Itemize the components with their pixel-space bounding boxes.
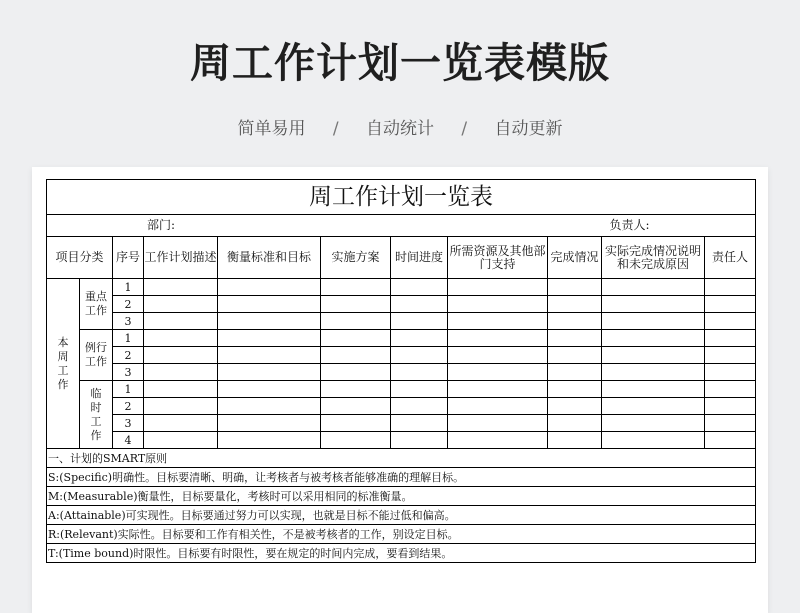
- spreadsheet-preview: [32, 167, 768, 613]
- row-index: 3: [113, 415, 144, 432]
- notes-heading: 一、计划的SMART原则: [47, 449, 756, 468]
- table-cell[interactable]: [705, 415, 756, 432]
- table-cell[interactable]: [602, 398, 705, 415]
- smart-note: S:(Specific)明确性。目标要清晰、明确，让考核者与被考核者能够准确的理解目标。: [47, 468, 756, 487]
- feature-list: [0, 114, 800, 139]
- table-cell[interactable]: [705, 364, 756, 381]
- table-cell[interactable]: [548, 347, 602, 364]
- weekly-plan-table: [46, 179, 756, 563]
- note-row: [47, 449, 756, 468]
- row-index: 4: [113, 432, 144, 449]
- table-cell[interactable]: [448, 330, 548, 347]
- row-index: 1: [113, 381, 144, 398]
- table-row: [47, 381, 756, 398]
- header-status: 完成情况: [548, 237, 602, 279]
- table-cell[interactable]: [448, 381, 548, 398]
- table-cell[interactable]: [391, 364, 448, 381]
- smart-note: R:(Relevant)实际性。目标要和工作有相关性，不是被考核者的工作，别设定目标。: [47, 525, 756, 544]
- table-cell[interactable]: [602, 279, 705, 296]
- note-row: [47, 544, 756, 563]
- table-cell[interactable]: [144, 347, 218, 364]
- table-cell[interactable]: [218, 432, 321, 449]
- table-cell[interactable]: [548, 398, 602, 415]
- note-row: [47, 506, 756, 525]
- table-cell[interactable]: [705, 381, 756, 398]
- table-cell[interactable]: [602, 415, 705, 432]
- table-cell[interactable]: [448, 398, 548, 415]
- table-cell[interactable]: [705, 432, 756, 449]
- table-cell[interactable]: [548, 279, 602, 296]
- table-cell[interactable]: [218, 398, 321, 415]
- table-cell[interactable]: [144, 415, 218, 432]
- table-cell[interactable]: [218, 381, 321, 398]
- header-owner: 责任人: [705, 237, 756, 279]
- subgroup-label: [80, 330, 113, 381]
- table-cell[interactable]: [705, 347, 756, 364]
- table-cell[interactable]: [218, 364, 321, 381]
- table-cell[interactable]: [548, 432, 602, 449]
- table-row: [47, 432, 756, 449]
- header-description: 工作计划描述: [144, 237, 218, 279]
- table-cell[interactable]: [391, 398, 448, 415]
- group-label-text: 本周工作: [57, 335, 69, 391]
- table-cell[interactable]: [321, 279, 391, 296]
- row-index: 1: [113, 279, 144, 296]
- table-cell[interactable]: [705, 398, 756, 415]
- table-row: [47, 296, 756, 313]
- table-cell[interactable]: [321, 381, 391, 398]
- smart-note: M:(Measurable)衡量性，目标要量化，考核时可以采用相同的标准衡量。: [47, 487, 756, 506]
- table-cell[interactable]: [144, 381, 218, 398]
- table-cell[interactable]: [391, 415, 448, 432]
- table-cell[interactable]: [705, 330, 756, 347]
- header-resources: 所需资源及其他部门支持: [448, 237, 548, 279]
- table-cell[interactable]: [391, 313, 448, 330]
- row-index: 2: [113, 398, 144, 415]
- row-index: 1: [113, 330, 144, 347]
- subgroup-label: [80, 381, 113, 449]
- table-cell[interactable]: [144, 296, 218, 313]
- header-plan: 实施方案: [321, 237, 391, 279]
- note-row: [47, 487, 756, 506]
- feature-separator: /: [461, 119, 468, 139]
- table-cell[interactable]: [391, 330, 448, 347]
- table-cell[interactable]: [602, 330, 705, 347]
- table-cell[interactable]: [321, 364, 391, 381]
- table-cell[interactable]: [602, 347, 705, 364]
- header-progress: 时间进度: [391, 237, 448, 279]
- note-row: [47, 468, 756, 487]
- subgroup-label-text: 例行工作: [85, 341, 107, 368]
- table-cell[interactable]: [321, 432, 391, 449]
- table-cell[interactable]: [321, 415, 391, 432]
- table-row: [47, 313, 756, 330]
- table-cell[interactable]: [548, 330, 602, 347]
- table-cell[interactable]: [448, 296, 548, 313]
- header-actual: 实际完成情况说明和未完成原因: [602, 237, 705, 279]
- table-cell[interactable]: [705, 296, 756, 313]
- group-label: [47, 279, 80, 449]
- department-label: 部门:: [47, 215, 448, 237]
- table-cell[interactable]: [548, 364, 602, 381]
- table-row: [47, 415, 756, 432]
- table-cell[interactable]: [448, 279, 548, 296]
- table-cell[interactable]: [144, 364, 218, 381]
- table-cell[interactable]: [144, 432, 218, 449]
- owner-label: 负责人:: [448, 215, 756, 237]
- page-title: 周工作计划一览表模版: [190, 39, 610, 87]
- table-cell[interactable]: [548, 415, 602, 432]
- table-cell[interactable]: [602, 313, 705, 330]
- header-category: 项目分类: [47, 237, 113, 279]
- table-row: [47, 279, 756, 296]
- table-cell[interactable]: [548, 313, 602, 330]
- table-cell[interactable]: [448, 415, 548, 432]
- table-cell[interactable]: [602, 364, 705, 381]
- table-cell[interactable]: [144, 279, 218, 296]
- table-cell[interactable]: [548, 381, 602, 398]
- subgroup-label-text: 临时工作: [90, 386, 102, 442]
- table-cell[interactable]: [448, 347, 548, 364]
- table-row: [47, 364, 756, 381]
- feature-easy: 简单易用: [237, 119, 306, 139]
- table-cell[interactable]: [602, 432, 705, 449]
- table-cell[interactable]: [391, 347, 448, 364]
- feature-auto-stats: 自动统计: [366, 119, 434, 139]
- row-index: 2: [113, 296, 144, 313]
- table-cell[interactable]: [391, 279, 448, 296]
- subgroup-label: [80, 279, 113, 330]
- table-cell[interactable]: [218, 296, 321, 313]
- note-row: [47, 525, 756, 544]
- table-cell[interactable]: [321, 398, 391, 415]
- table-cell[interactable]: [144, 313, 218, 330]
- table-cell[interactable]: [218, 279, 321, 296]
- subgroup-label-text: 重点工作: [85, 290, 107, 317]
- row-index: 3: [113, 313, 144, 330]
- table-cell[interactable]: [548, 296, 602, 313]
- table-cell[interactable]: [321, 330, 391, 347]
- table-cell[interactable]: [391, 296, 448, 313]
- table-cell[interactable]: [218, 330, 321, 347]
- table-cell[interactable]: [144, 330, 218, 347]
- table-cell[interactable]: [144, 398, 218, 415]
- table-cell[interactable]: [391, 432, 448, 449]
- table-cell[interactable]: [448, 432, 548, 449]
- table-cell[interactable]: [602, 381, 705, 398]
- table-cell[interactable]: [705, 279, 756, 296]
- table-cell[interactable]: [321, 347, 391, 364]
- table-cell[interactable]: [448, 313, 548, 330]
- sheet-title: 周工作计划一览表: [47, 180, 756, 215]
- table-cell[interactable]: [321, 313, 391, 330]
- smart-note: A:(Attainable)可实现性。目标要通过努力可以实现，也就是目标不能过低和偏高。: [47, 506, 756, 525]
- table-cell[interactable]: [448, 364, 548, 381]
- feature-separator: /: [332, 119, 339, 139]
- row-index: 2: [113, 347, 144, 364]
- row-index: 3: [113, 364, 144, 381]
- table-cell[interactable]: [218, 415, 321, 432]
- table-cell[interactable]: [705, 313, 756, 330]
- table-row: [47, 330, 756, 347]
- table-cell[interactable]: [218, 313, 321, 330]
- table-row: [47, 347, 756, 364]
- table-cell[interactable]: [218, 347, 321, 364]
- table-cell[interactable]: [602, 296, 705, 313]
- table-cell[interactable]: [391, 381, 448, 398]
- header-standard: 衡量标准和目标: [218, 237, 321, 279]
- smart-note: T:(Time bound)时限性。目标要有时限性，要在规定的时间内完成，要看到结果。: [47, 544, 756, 563]
- header-index: 序号: [113, 237, 144, 279]
- table-row: [47, 398, 756, 415]
- feature-auto-update: 自动更新: [494, 119, 563, 139]
- table-cell[interactable]: [321, 296, 391, 313]
